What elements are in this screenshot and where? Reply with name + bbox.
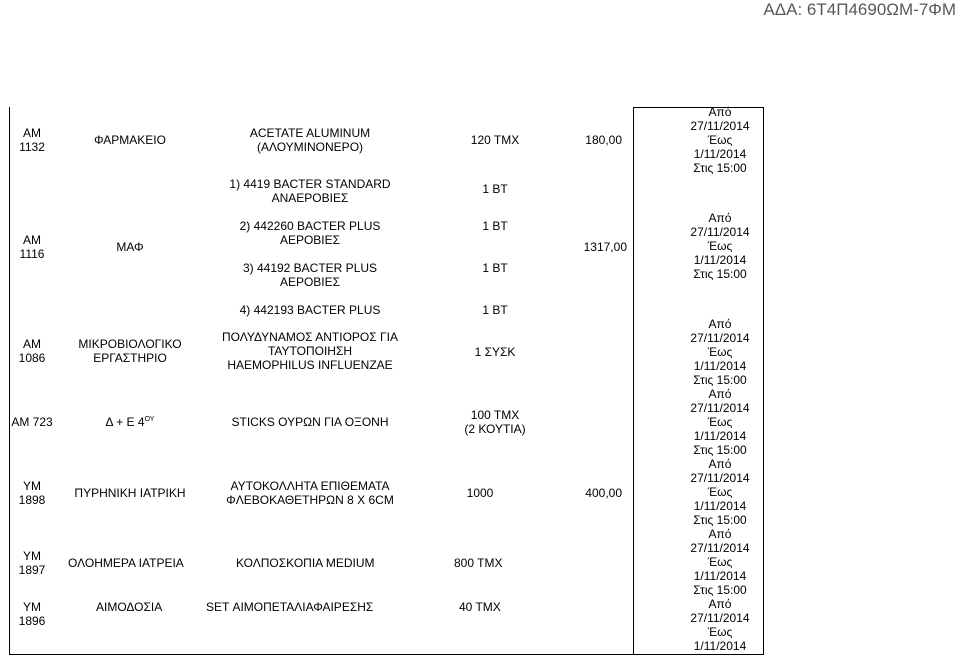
row-code: ΥΜ 1896: [18, 600, 46, 628]
row-dates: Από 27/11/2014 Έως 1/11/2014 Στις 15:00: [690, 105, 750, 175]
row-department: ΦΑΡΜΑΚΕΙΟ: [94, 133, 166, 147]
row-price: 400,00: [585, 486, 622, 500]
row-code: ΥΜ 1897: [18, 549, 46, 577]
row-item: 3) 44192 BACTER PLUS ΑΕΡΟΒΙΕΣ: [242, 261, 378, 289]
row-department: ΜΑΦ: [116, 240, 144, 254]
row-price: 180,00: [585, 133, 622, 147]
row-item: STICKS ΟΥΡΩΝ ΓΙΑ ΟΞΟΝΗ: [231, 415, 389, 429]
row-item: 2) 442260 BACTER PLUS ΑΕΡΟΒΙΕΣ: [239, 219, 381, 247]
row-code: ΑΜ 1132: [19, 126, 45, 154]
row-code: ΑΜ 1116: [19, 233, 45, 261]
row-code: ΑΜ 723: [11, 415, 53, 429]
row-department: Δ + Ε $4^{O\Upsilon}$: [105, 415, 155, 429]
row-item: 4) 442193 BACTER PLUS: [239, 303, 381, 317]
row-dates: Από 27/11/2014 Έως 1/11/2014 Στις 15:00: [690, 317, 750, 387]
row-price: 1317,00: [583, 240, 627, 254]
row-item: ΑΥΤΟΚΟΛΛΗΤΑ ΕΠΙΘΕΜΑΤΑ ΦΛΕΒΟΚΑΘΕΤΗΡΩΝ 8 Χ 6CM: [226, 479, 394, 507]
watermark-ada: ΑΔΑ: 6Τ4Π4690ΩΜ-7ΦΜ: [763, 0, 956, 19]
row-quantity: 1 ΒΤ: [482, 182, 508, 196]
row-dates: Από 27/11/2014 Έως 1/11/2014: [690, 597, 750, 653]
row-item: SET ΑΙΜΟΠΕΤΑΛΙΑΦΑΙΡΕΣΗΣ: [206, 600, 374, 614]
row-dates: Από 27/11/2014 Έως 1/11/2014 Στις 15:00: [690, 527, 750, 597]
row-department: ΜΙΚΡΟΒΙΟΛΟΓΙΚΟ ΕΡΓΑΣΤΗΡΙΟ: [78, 337, 182, 365]
row-dates: Από 27/11/2014 Έως 1/11/2014 Στις 15:00: [690, 387, 750, 457]
row-quantity: 100 ΤΜΧ (2 ΚΟΥΤΙΑ): [464, 408, 526, 436]
row-quantity: 800 ΤΜΧ: [454, 556, 503, 570]
table-border-right: [763, 107, 764, 655]
row-quantity: 40 ΤΜΧ: [459, 600, 501, 614]
row-code: ΑΜ 1086: [18, 337, 46, 365]
row-quantity: 1 ΒΤ: [482, 219, 508, 233]
dates-column-divider: [633, 107, 634, 655]
table-border-bottom: [9, 654, 764, 655]
row-dates: Από 27/11/2014 Έως 1/11/2014 Στις 15:00: [690, 211, 750, 281]
row-quantity: 1000: [466, 486, 494, 500]
row-department: ΑΙΜΟΔΟΣΙΑ: [96, 600, 163, 614]
row-dates: Από 27/11/2014 Έως 1/11/2014 Στις 15:00: [690, 457, 750, 527]
row-department: ΠΥΡΗΝΙΚΗ ΙΑΤΡΙΚΗ: [74, 486, 186, 500]
row-item: ΠΟΛΥΔΥΝΑΜΟΣ ΑΝΤΙΟΡΟΣ ΓΙΑ ΤΑΥΤΟΠΟΙΗΣΗ HAEMOPHILUS INFLUENZAE: [222, 330, 398, 372]
row-quantity: 1 ΒΤ: [482, 303, 508, 317]
row-department: ΟΛΟΗΜΕΡΑ ΙΑΤΡΕΙΑ: [68, 556, 184, 570]
row-item: ΚΟΛΠΟΣΚΟΠΙΑ MEDIUM: [236, 556, 375, 570]
row-item: ACETATE ALUMINUM (ΑΛΟΥΜΙΝΟΝΕΡΟ): [249, 126, 371, 154]
row-item: 1) 4419 BACTER STANDARD ΑΝΑΕΡΟΒΙΕΣ: [229, 177, 391, 205]
row-quantity: 1 ΣΥΣΚ: [474, 345, 516, 359]
row-quantity: 1 ΒΤ: [482, 261, 508, 275]
row-quantity: 120 ΤΜΧ: [470, 133, 520, 147]
row-code: ΥΜ 1898: [18, 479, 46, 507]
